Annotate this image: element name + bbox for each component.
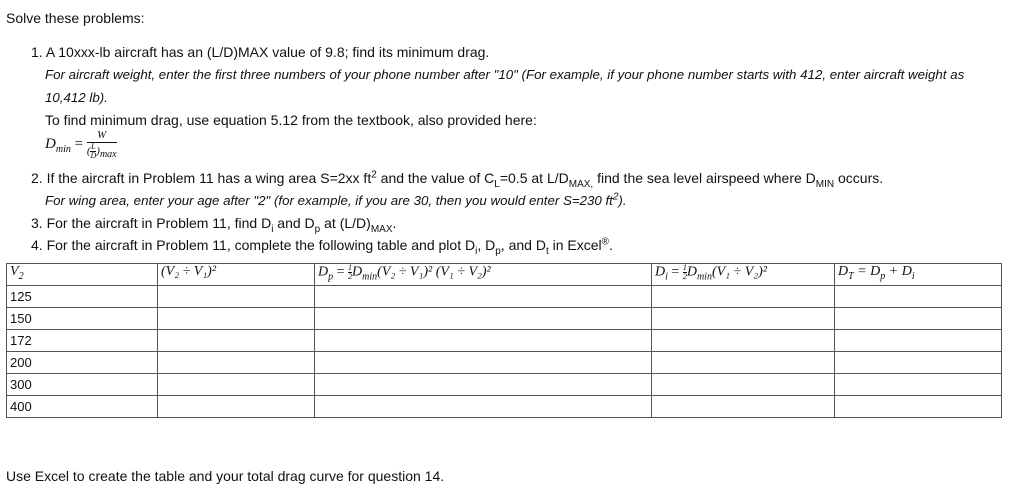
table-cell[interactable] — [158, 308, 315, 330]
table-cell[interactable] — [315, 396, 652, 418]
table-cell[interactable] — [652, 330, 835, 352]
table-cell[interactable] — [835, 330, 1002, 352]
equation-fraction: W ( $\frac{L}{D}$ )$_{max}$ — [86, 129, 117, 161]
header-di: $D_i$ = $\frac{1}{2}$ $D_{min}(V_1 \div V_2)^2$ — [652, 264, 835, 286]
table-cell[interactable] — [315, 286, 652, 308]
header-dp: $D_p$ = $\frac{1}{2}$ $D_{min}(V_2 \div V_1)^2$ (V₁ ÷ V₂)² — [315, 264, 652, 286]
table-cell[interactable] — [315, 374, 652, 396]
table-cell[interactable] — [835, 352, 1002, 374]
table-row — [7, 396, 1002, 418]
problem-1-number: 1. — [31, 44, 43, 60]
velocity-cell: 200 — [7, 352, 158, 374]
table-cell[interactable] — [158, 352, 315, 374]
table-cell[interactable] — [158, 374, 315, 396]
problem-1-note-cont: 10,412 lb). — [45, 90, 108, 105]
table-cell[interactable] — [835, 308, 1002, 330]
table-cell[interactable] — [158, 396, 315, 418]
velocity-cell: 300 — [7, 374, 158, 396]
table-row — [7, 286, 1002, 308]
problem-3: 3. For the aircraft in Problem 11, find $D_i$ and $D_p$ at $(L/D)_{MAX}$. — [31, 215, 397, 235]
table-cell[interactable] — [652, 308, 835, 330]
table-cell[interactable] — [835, 374, 1002, 396]
table-cell[interactable] — [158, 330, 315, 352]
table-cell[interactable] — [315, 330, 652, 352]
problem-1-text: A 10xxx-lb aircraft has an (L/D)MAX value of 9.8; find its minimum drag. — [45, 44, 490, 60]
velocity-cell: 125 — [7, 286, 158, 308]
problem-2-note: For wing area, enter your age after "2" (for example, if you are 30, then you would enter S=230 $ft^2$). — [45, 191, 627, 208]
velocity-cell: 172 — [7, 330, 158, 352]
table-row — [7, 308, 1002, 330]
footer-instruction: Use Excel to create the table and your total drag curve for question 14. — [6, 468, 445, 484]
table-row — [7, 330, 1002, 352]
drag-table — [6, 263, 1002, 418]
problem-1-note: For aircraft weight, enter the first three numbers of your phone number after "10" (For example, if your phone number starts with 412, enter aircraft weight as — [45, 67, 965, 82]
velocity-cell: 150 — [7, 308, 158, 330]
table-header-row — [7, 264, 1002, 286]
equation-dmin: $D_{min}$ = W ( $\frac{L}{D}$ )$_{max}$ — [45, 129, 117, 161]
problem-1-instruction: To find minimum drag, use equation 5.12 from the textbook, also provided here: — [45, 112, 537, 128]
table-row — [7, 374, 1002, 396]
table-row — [7, 352, 1002, 374]
problem-4: 4. For the aircraft in Problem 11, complete the following table and plot $D_i$, $D_p$, and $D_t$ in Excel®. — [31, 236, 613, 257]
page-heading: Solve these problems: — [6, 10, 145, 26]
table-cell[interactable] — [315, 308, 652, 330]
problem-1 — [31, 44, 489, 60]
table-cell[interactable] — [652, 286, 835, 308]
header-dt: $D_T = D_p + D_i$ — [835, 264, 1002, 286]
table-cell[interactable] — [652, 374, 835, 396]
velocity-cell: 400 — [7, 396, 158, 418]
table-cell[interactable] — [315, 352, 652, 374]
header-v2: $V_2$ — [7, 264, 158, 286]
table-cell[interactable] — [158, 286, 315, 308]
table-cell[interactable] — [652, 352, 835, 374]
header-velocity-ratio: (V₂ ÷ V₁)² — [158, 264, 315, 286]
table-cell[interactable] — [835, 396, 1002, 418]
table-cell[interactable] — [652, 396, 835, 418]
table-cell[interactable] — [835, 286, 1002, 308]
problem-2: 2. If the aircraft in Problem 11 has a wing area S=2xx $ft^2$ and the value of $C_L=0.5$ at $L/D_{MAX,}$ find the sea level airspeed where $D_{MIN}$ occurs. — [31, 169, 884, 190]
